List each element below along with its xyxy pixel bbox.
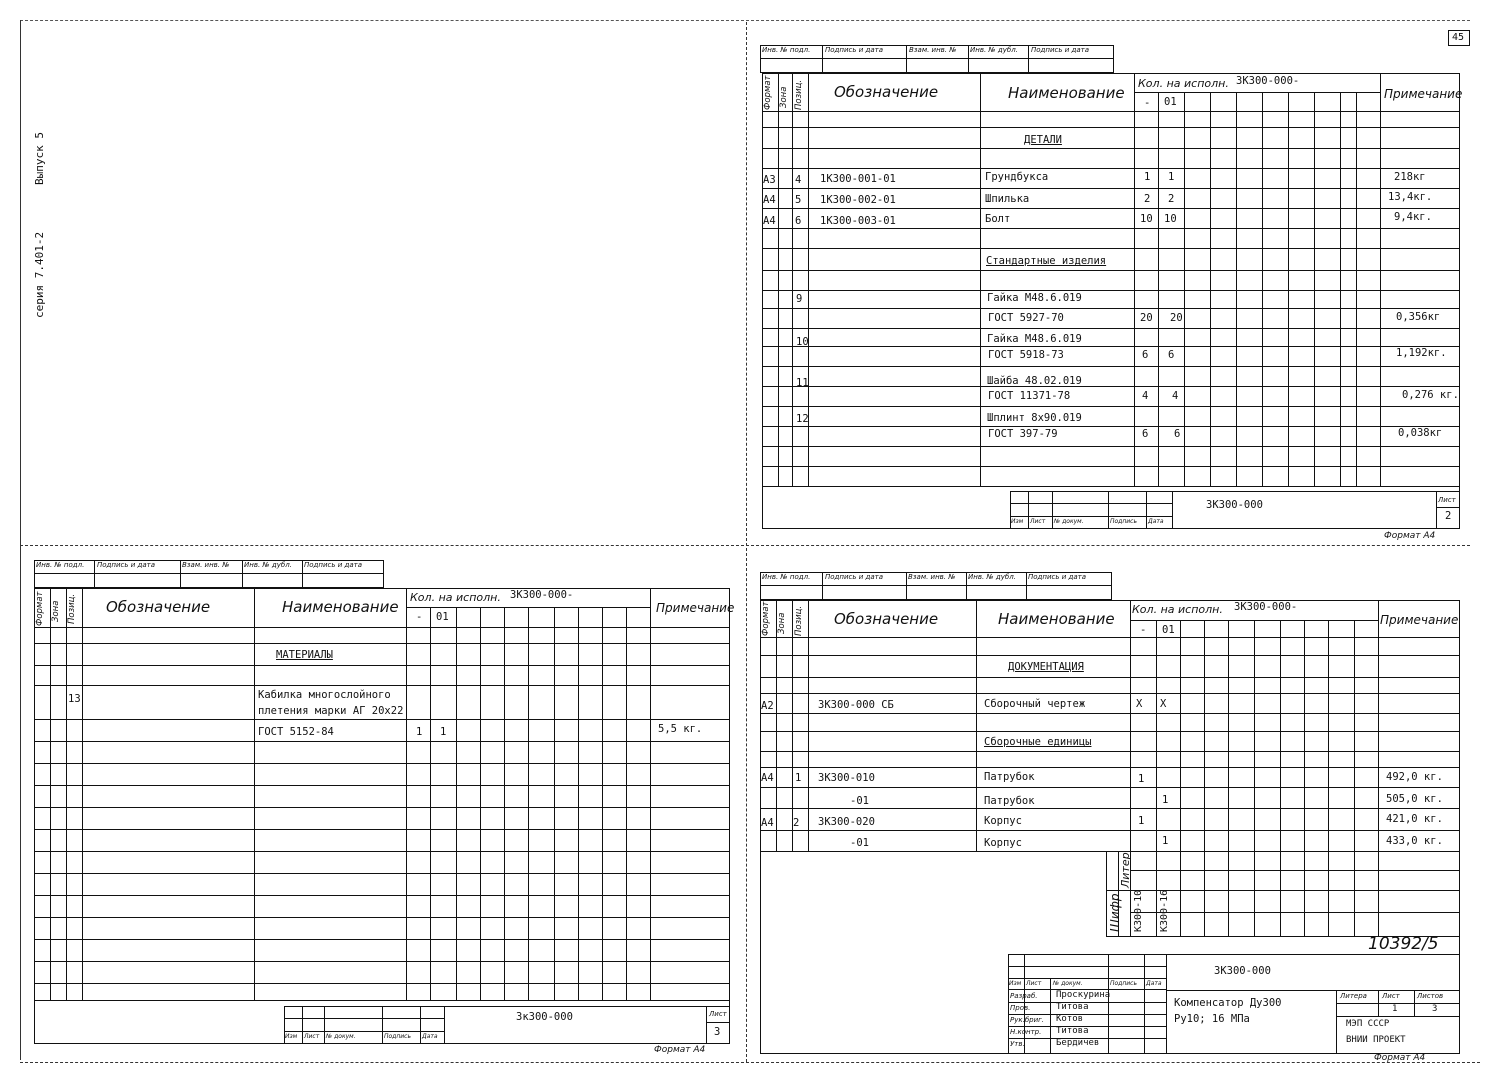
- table-rule-vertical: [66, 588, 67, 1000]
- cell-text: 3К300-010: [818, 772, 875, 784]
- cell-text: 13,4кг.: [1388, 191, 1433, 203]
- table-rule-vertical: [1328, 620, 1329, 936]
- cell-text: 1: [1138, 815, 1145, 827]
- cell-text: 433,0 кг.: [1386, 835, 1443, 847]
- stamp-inv: Инв. № подл.: [762, 46, 811, 54]
- table-rule-vertical: [406, 588, 407, 1000]
- cell-text: 13: [68, 693, 81, 705]
- cell-text: ГОСТ 5927-70: [988, 312, 1064, 324]
- table-rule-vertical: [976, 600, 977, 851]
- cell-text: Инв. № подл.: [36, 561, 85, 569]
- table-rule-horizontal: [760, 637, 1460, 638]
- table-rule-horizontal: [760, 830, 1460, 831]
- table-rule-horizontal: [1436, 507, 1460, 508]
- table-rule-vertical: [626, 607, 627, 1000]
- table-rule-horizontal: [760, 851, 1460, 852]
- table-rule-vertical: [980, 73, 981, 486]
- cell-text: Титова: [1056, 1002, 1089, 1012]
- cell-text: ГОСТ 5918-73: [988, 349, 1064, 361]
- cell-text: Дата: [422, 1033, 438, 1040]
- cell-text: № докум.: [1054, 518, 1084, 525]
- cell-text: Патрубок: [984, 795, 1035, 807]
- cell-text: Изм: [285, 1033, 298, 1040]
- table-rule-horizontal: [760, 808, 1460, 809]
- table-rule-vertical: [180, 560, 181, 588]
- cell-text: 3К300-020: [818, 816, 875, 828]
- bottom-border: [20, 1062, 1480, 1063]
- cell-text: 10: [1164, 213, 1177, 225]
- cell-text: Подпись: [1110, 980, 1137, 987]
- section-details: ДЕТАЛИ: [1024, 134, 1062, 146]
- table-rule-horizontal: [1166, 990, 1460, 991]
- cell-text: ГОСТ 11371-78: [988, 390, 1071, 402]
- cell-text: 1К300-003-01: [820, 215, 896, 227]
- section-units: Сборочные единицы: [984, 736, 1092, 748]
- cell-text: 2: [793, 817, 800, 829]
- table-rule-vertical: [1236, 92, 1237, 486]
- table-rule-horizontal: [760, 751, 1460, 752]
- table-rule-vertical: [1144, 954, 1145, 1054]
- liter-label: Литер: [1119, 852, 1132, 888]
- table-rule-horizontal: [760, 58, 1114, 59]
- table-rule-vertical: [1106, 851, 1107, 936]
- table-rule-vertical: [1378, 600, 1379, 936]
- cell-text: 0,356кг: [1396, 311, 1441, 323]
- cell-text: 492,0 кг.: [1386, 771, 1443, 783]
- table-rule-horizontal: [284, 1006, 730, 1007]
- table-rule-vertical: [504, 607, 505, 1000]
- table-rule-vertical: [528, 607, 529, 1000]
- cell-text: 1: [795, 772, 802, 784]
- cell-text: 9,4кг.: [1394, 211, 1432, 223]
- cell-text: Гайка М48.6.019: [987, 333, 1082, 345]
- table-rule-vertical: [1262, 92, 1263, 486]
- cell-text: Листов: [1417, 992, 1444, 1000]
- table-rule-vertical: [1210, 92, 1211, 486]
- table-rule-vertical: [50, 588, 51, 1000]
- stamp-sign2: Подпись и дата: [1031, 46, 1089, 54]
- cell-text: Взам. инв. №: [182, 561, 230, 569]
- cell-text: А3: [763, 174, 776, 186]
- table-rule-vertical: [420, 1006, 421, 1044]
- cell-text: Формат: [35, 591, 45, 626]
- cell-text: № докум.: [326, 1033, 356, 1040]
- table-rule-vertical: [242, 560, 243, 588]
- table-rule-vertical: [1414, 990, 1415, 1016]
- cell-text: Корпус: [984, 837, 1022, 849]
- table-rule-vertical: [382, 1006, 383, 1044]
- cell-text: 4: [1142, 390, 1149, 402]
- cell-text: 5: [795, 194, 802, 206]
- cell-text: Рук.бриг.: [1010, 1016, 1045, 1024]
- cell-text: 3К300-000 СБ: [818, 699, 894, 711]
- top-border: [20, 20, 1470, 21]
- cell-text: Примечание: [656, 601, 735, 615]
- table-rule-vertical: [1340, 92, 1341, 486]
- table-rule-vertical: [1336, 990, 1337, 1054]
- table-rule-vertical: [1354, 620, 1355, 936]
- page-number: 45: [1452, 32, 1465, 43]
- cell-text: № докум.: [1053, 980, 1083, 987]
- stamp-dup: Инв. № дубл.: [970, 46, 1018, 54]
- cell-text: 6: [795, 215, 802, 227]
- cell-text: Инв. № дубл.: [244, 561, 292, 569]
- cell-text: 1: [1144, 171, 1151, 183]
- cell-text: 01: [436, 611, 449, 623]
- cell-text: 10: [796, 336, 809, 348]
- cell-text: 6: [1142, 349, 1149, 361]
- cell-text: плетения марки АГ 20х22: [258, 705, 404, 717]
- cell-text: Формат: [761, 601, 771, 636]
- cell-text: А4: [761, 772, 774, 784]
- table-rule-vertical: [792, 73, 793, 486]
- table-rule-vertical: [906, 45, 907, 73]
- cell-text: 3К300-000-: [510, 589, 574, 601]
- issue-label: Выпуск 5: [33, 132, 46, 185]
- table-rule-vertical: [554, 607, 555, 1000]
- cell-text: Кабилка многослойного: [258, 689, 391, 701]
- cipher-2: К300-16: [1159, 889, 1170, 932]
- cell-text: ГОСТ 397-79: [988, 428, 1058, 440]
- cell-text: Подпись и дата: [1028, 573, 1086, 581]
- cell-text: Инв. № дубл.: [968, 573, 1016, 581]
- cell-text: 6: [1142, 428, 1149, 440]
- cell-text: Лист: [304, 1033, 320, 1040]
- table-rule-vertical: [966, 572, 967, 600]
- table-rule-vertical: [456, 607, 457, 1000]
- table-rule-horizontal: [284, 1018, 444, 1019]
- org-1: МЭП СССР: [1346, 1019, 1390, 1029]
- cell-text: Кол. на исполн.: [1132, 603, 1223, 616]
- vertical-divider: [746, 22, 747, 1062]
- cell-text: 10: [1140, 213, 1153, 225]
- cell-text: Н.контр.: [1010, 1028, 1042, 1036]
- cell-text: 1: [416, 726, 423, 738]
- section-materials: МАТЕРИАЛЫ: [276, 649, 333, 661]
- cell-text: Кол. на исполн.: [410, 591, 501, 604]
- table-rule-vertical: [480, 607, 481, 1000]
- table-rule-horizontal: [760, 585, 1112, 586]
- table-rule-horizontal: [1134, 92, 1380, 93]
- cipher-1: К300-10: [1133, 889, 1144, 932]
- cell-text: Позиц.: [67, 593, 77, 624]
- cell-text: 12: [796, 413, 809, 425]
- cell-text: -: [416, 611, 423, 623]
- title-name-1: Компенсатор Ду300: [1174, 997, 1282, 1009]
- cell-text: Наименование: [998, 610, 1115, 628]
- cell-text: 6: [1174, 428, 1181, 440]
- cell-text: Х: [1136, 698, 1143, 710]
- cell-text: Дата: [1148, 518, 1164, 525]
- table-rule-horizontal: [1336, 1003, 1460, 1004]
- table-rule-vertical: [906, 572, 907, 600]
- cell-text: Грундбукса: [985, 171, 1049, 183]
- cell-text: Патрубок: [984, 771, 1035, 783]
- table-rule-horizontal: [760, 677, 1460, 678]
- cell-text: -01: [850, 837, 869, 849]
- cell-text: 218кг: [1394, 171, 1426, 183]
- table-rule-horizontal: [1010, 491, 1460, 492]
- cell-text: Лист: [1026, 980, 1042, 987]
- cell-text: Лист: [1030, 518, 1046, 525]
- cell-text: Обозначение: [834, 610, 939, 628]
- cell-text: Обозначение: [106, 598, 211, 616]
- table-rule-vertical: [602, 607, 603, 1000]
- col-name: Наименование: [1008, 84, 1125, 102]
- series-label: серия 7.401-2: [33, 231, 46, 318]
- cell-text: Бердичев: [1056, 1038, 1100, 1048]
- cell-text: 1: [1162, 794, 1169, 806]
- table-rule-horizontal: [1008, 978, 1166, 979]
- table-rule-vertical: [776, 600, 777, 851]
- table-rule-vertical: [822, 572, 823, 600]
- table-rule-vertical: [254, 588, 255, 1000]
- col-note: Примечание: [1384, 87, 1463, 101]
- cell-text: Позиц.: [794, 605, 804, 636]
- sheet2-format: Формат А4: [1384, 531, 1436, 541]
- cell-text: 0,038кг: [1398, 427, 1443, 439]
- table-rule-vertical: [778, 73, 779, 486]
- table-rule-horizontal: [1008, 966, 1166, 967]
- section-standard: Стандартные изделия: [986, 255, 1107, 267]
- cell-text: 5,5 кг.: [658, 723, 703, 735]
- cell-text: Котов: [1056, 1014, 1084, 1024]
- cell-text: 11: [796, 377, 809, 389]
- table-rule-horizontal: [284, 1031, 444, 1032]
- cell-text: Подпись и дата: [304, 561, 362, 569]
- cell-text: Шпилька: [985, 193, 1030, 205]
- table-rule-horizontal: [760, 731, 1460, 732]
- cell-text: Изм: [1011, 518, 1024, 525]
- cell-text: 3К300-000-: [1234, 601, 1298, 613]
- table-rule-horizontal: [34, 1000, 730, 1001]
- cell-text: Лист: [709, 1010, 727, 1018]
- table-rule-horizontal: [760, 787, 1460, 788]
- cell-text: 3: [1432, 1004, 1438, 1014]
- org-2: ВНИИ ПРОЕКТ: [1346, 1035, 1406, 1045]
- cell-text: 2: [1144, 193, 1151, 205]
- cell-text: 1: [1392, 1004, 1398, 1014]
- cell-text: 3: [714, 1026, 721, 1038]
- table-rule-vertical: [444, 1006, 445, 1044]
- cell-text: Зона: [51, 600, 61, 622]
- cell-text: Взам. инв. №: [908, 573, 956, 581]
- cell-text: Проскурина: [1056, 990, 1111, 1000]
- cipher-label: Шифр: [1108, 893, 1122, 932]
- table-rule-vertical: [1134, 73, 1135, 486]
- table-rule-vertical: [1028, 45, 1029, 73]
- cell-text: Сборочный чертеж: [984, 698, 1086, 710]
- table-rule-vertical: [82, 588, 83, 1000]
- table-rule-vertical: [792, 600, 793, 851]
- cell-text: 1: [1162, 835, 1169, 847]
- table-rule-vertical: [1158, 92, 1159, 486]
- col-qty-dash: -: [1144, 97, 1151, 109]
- table-rule-vertical: [302, 560, 303, 588]
- cell-text: 20: [1140, 312, 1153, 324]
- cell-text: Разраб.: [1010, 992, 1038, 1000]
- stamp-replace: Взам. инв. №: [909, 46, 957, 54]
- cell-text: 1: [1138, 773, 1145, 785]
- cell-text: А4: [763, 194, 776, 206]
- table-rule-horizontal: [760, 693, 1460, 694]
- cell-text: Примечание: [1380, 613, 1459, 627]
- cell-text: 0,276 кг.: [1402, 389, 1459, 401]
- cell-text: Дата: [1146, 980, 1162, 987]
- cell-text: 20: [1170, 312, 1183, 324]
- table-rule-vertical: [1304, 620, 1305, 936]
- cell-text: ГОСТ 5152-84: [258, 726, 334, 738]
- sheet3-footer-code: 3к300-000: [516, 1011, 573, 1023]
- table-rule-horizontal: [1010, 516, 1172, 517]
- cell-text: 421,0 кг.: [1386, 813, 1443, 825]
- sheet1-format: Формат А4: [1374, 1053, 1426, 1063]
- cell-text: -01: [850, 795, 869, 807]
- cell-text: Лист: [1382, 992, 1400, 1000]
- cell-text: -: [1140, 624, 1147, 636]
- cell-text: 4: [1172, 390, 1179, 402]
- cell-text: Подпись и дата: [825, 573, 883, 581]
- table-rule-horizontal: [760, 713, 1460, 714]
- table-rule-vertical: [968, 45, 969, 73]
- table-rule-vertical: [1356, 92, 1357, 486]
- left-border: [20, 20, 21, 1060]
- table-rule-vertical: [1028, 491, 1029, 529]
- cell-text: Утв.: [1010, 1040, 1025, 1048]
- table-rule-horizontal: [760, 767, 1460, 768]
- table-rule-vertical: [94, 560, 95, 588]
- table-rule-vertical: [1204, 620, 1205, 936]
- sheet2-sheet-label: Лист: [1438, 496, 1456, 504]
- table-rule-horizontal: [762, 486, 1460, 487]
- table-rule-vertical: [302, 1006, 303, 1044]
- cell-text: 1К300-002-01: [820, 194, 896, 206]
- table-rule-vertical: [1184, 92, 1185, 486]
- cell-text: Титова: [1056, 1026, 1089, 1036]
- table-rule-vertical: [1146, 491, 1147, 529]
- table-rule-vertical: [1280, 620, 1281, 936]
- cell-text: 9: [796, 293, 803, 305]
- stamp-sign: Подпись и дата: [825, 46, 883, 54]
- cell-text: Шплинт 8х90.019: [987, 412, 1082, 424]
- cell-text: Формат А4: [654, 1045, 706, 1055]
- col-zone: Зона: [779, 86, 789, 108]
- col-pos: Позиц.: [794, 79, 804, 110]
- cell-text: Гайка М48.6.019: [987, 292, 1082, 304]
- archive-number: 10392/5: [1368, 934, 1439, 954]
- cell-text: 1,192кг.: [1396, 347, 1447, 359]
- table-rule-vertical: [808, 600, 809, 851]
- table-rule-vertical: [1380, 73, 1381, 486]
- table-rule-horizontal: [34, 573, 384, 574]
- table-rule-vertical: [1108, 954, 1109, 1054]
- table-rule-horizontal: [1008, 1014, 1166, 1015]
- cell-text: Подпись: [1110, 518, 1137, 525]
- table-rule-vertical: [1172, 491, 1173, 529]
- cell-text: А4: [763, 215, 776, 227]
- table-rule-vertical: [1228, 620, 1229, 936]
- table-rule-vertical: [324, 1006, 325, 1044]
- col-qty-01: 01: [1164, 96, 1177, 108]
- table-rule-horizontal: [706, 1022, 730, 1023]
- table-rule-vertical: [1108, 491, 1109, 529]
- cell-text: Пров.: [1010, 1004, 1031, 1012]
- table-rule-vertical: [1436, 491, 1437, 529]
- cell-text: 01: [1162, 624, 1175, 636]
- col-qty-code: 3К300-000-: [1236, 75, 1300, 87]
- cell-text: Подпись: [384, 1033, 411, 1040]
- cell-text: 1К300-001-01: [820, 173, 896, 185]
- title-code: 3К300-000: [1214, 965, 1271, 977]
- table-rule-vertical: [1026, 572, 1027, 600]
- table-rule-vertical: [1288, 92, 1289, 486]
- col-designation: Обозначение: [834, 83, 939, 101]
- table-rule-vertical: [430, 607, 431, 1000]
- cell-text: 2: [1168, 193, 1175, 205]
- table-rule-horizontal: [760, 655, 1460, 656]
- table-rule-vertical: [1156, 620, 1157, 936]
- section-docs: ДОКУМЕНТАЦИЯ: [1008, 661, 1084, 673]
- cell-text: Шайба 48.02.019: [987, 375, 1082, 387]
- col-format: Формат: [763, 75, 773, 110]
- cell-text: Болт: [985, 213, 1011, 225]
- cell-text: 505,0 кг.: [1386, 793, 1443, 805]
- horizontal-divider: [20, 545, 1470, 546]
- table-rule-horizontal: [1010, 503, 1172, 504]
- sheet2-footer-code: 3К300-000: [1206, 499, 1263, 511]
- col-qty: Кол. на исполн.: [1138, 77, 1229, 90]
- cell-text: 1: [1168, 171, 1175, 183]
- table-rule-vertical: [1254, 620, 1255, 936]
- cell-text: Наименование: [282, 598, 399, 616]
- cell-text: 6: [1168, 349, 1175, 361]
- cell-text: А2: [761, 700, 774, 712]
- table-rule-vertical: [650, 588, 651, 1000]
- cell-text: Литера: [1340, 992, 1367, 1000]
- table-rule-vertical: [1314, 92, 1315, 486]
- table-rule-vertical: [1378, 990, 1379, 1016]
- table-rule-vertical: [1180, 620, 1181, 936]
- cell-text: 1: [440, 726, 447, 738]
- cell-text: 4: [795, 174, 802, 186]
- cell-text: Инв. № подл.: [762, 573, 811, 581]
- cell-text: Х: [1160, 698, 1167, 710]
- table-rule-vertical: [1166, 954, 1167, 1054]
- cell-text: А4: [761, 817, 774, 829]
- cell-text: Изм: [1009, 980, 1022, 987]
- cell-text: Зона: [777, 612, 787, 634]
- table-rule-vertical: [578, 607, 579, 1000]
- title-name-2: Ру10; 16 МПа: [1174, 1013, 1250, 1025]
- sheet2-sheet-no: 2: [1445, 510, 1452, 522]
- table-rule-vertical: [1052, 491, 1053, 529]
- cell-text: Подпись и дата: [97, 561, 155, 569]
- cell-text: Корпус: [984, 815, 1022, 827]
- table-rule-vertical: [706, 1006, 707, 1044]
- table-rule-horizontal: [1336, 1016, 1460, 1017]
- table-rule-vertical: [822, 45, 823, 73]
